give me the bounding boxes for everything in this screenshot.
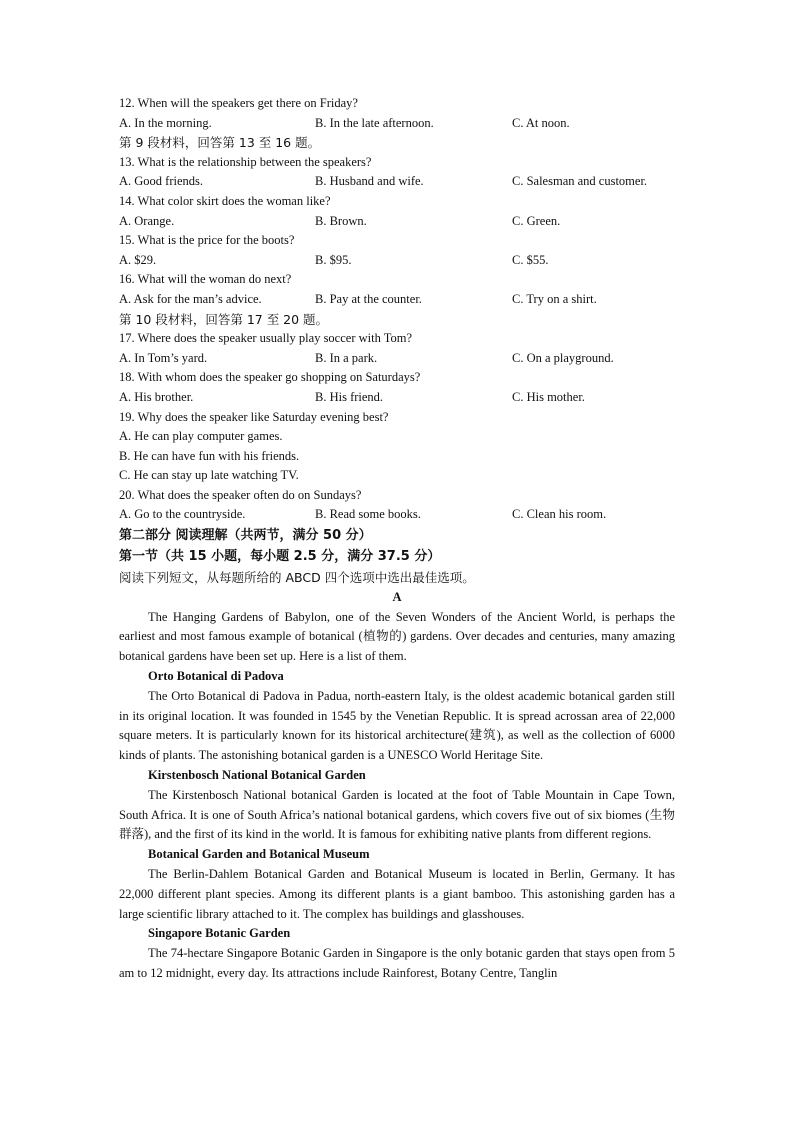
option-b: B. $95.	[315, 252, 352, 267]
reading-instruction: 阅读下列短文，从每题所给的 ABCD 四个选项中选出最佳选项。	[119, 570, 475, 586]
question-20: 20. What does the speaker often do on Sundays?	[119, 487, 362, 502]
question-15: 15. What is the price for the boots?	[119, 233, 295, 248]
options-16	[119, 290, 675, 310]
option-a: A. Ask for the man’s advice.	[119, 291, 262, 306]
option-a: A. Good friends.	[119, 174, 204, 189]
passage-intro: The Hanging Gardens of Babylon, one of the Seven Wonders of the Ancient World, is perhaps the earliest and most famous example of botanical (植物的) gardens. Over decades and centuries, many amazing botanical gardens have been set up. Here is a list of them.	[119, 609, 675, 664]
garden-3-title: Botanical Garden and Botanical Museum	[148, 847, 370, 862]
option-c: C. At noon.	[512, 115, 570, 130]
option-b: B. Brown.	[315, 213, 367, 228]
option-a: A. In Tom’s yard.	[119, 350, 208, 365]
section-10-instruction: 第 10 段材料，回答第 17 至 20 题。	[119, 311, 329, 327]
option-a: A. His brother.	[119, 389, 194, 404]
options-15	[119, 251, 675, 271]
options-12	[119, 114, 675, 134]
option-a: A. In the morning.	[119, 115, 212, 130]
option-c: C. He can stay up late watching TV.	[119, 468, 299, 483]
question-16: 16. What will the woman do next?	[119, 272, 292, 287]
passage-label: A	[392, 590, 402, 605]
option-c: C. On a playground.	[512, 350, 614, 365]
question-17: 17. Where does the speaker usually play soccer with Tom?	[119, 331, 413, 346]
exam-page	[119, 94, 675, 984]
garden-2-title: Kirstenbosch National Botanical Garden	[148, 768, 366, 783]
question-14: 14. What color skirt does the woman like?	[119, 193, 331, 208]
garden-1-text: The Orto Botanical di Padova in Padua, north-eastern Italy, is the oldest academic botanical garden still in its original location. It was founded in 1545 by the Venetian Republic. It is spread acrossan area of 22,000 square meters. It is particularly known for its historical architecture(建筑), as well as the collection of 6000 kinds of plants. The astonishing botanical garden is a UNESCO World Heritage Site.	[119, 688, 675, 763]
option-c: C. Try on a shirt.	[512, 291, 597, 306]
option-a: A. $29.	[119, 252, 157, 267]
option-b: B. In the late afternoon.	[315, 115, 434, 130]
garden-3-text: The Berlin-Dahlem Botanical Garden and Botanical Museum is located in Berlin, Germany. It has 22,000 different plant species. Among its different plants is a giant bamboo. This astonishing garden has a large scientific library attached to it. The complex has buildings and glasshouses.	[119, 867, 675, 921]
part-two-title: 第二部分 阅读理解（共两节，满分 50 分）	[119, 528, 372, 544]
options-17	[119, 349, 675, 369]
garden-1-title: Orto Botanical di Padova	[148, 669, 284, 684]
option-c: C. $55.	[512, 252, 549, 267]
option-b: B. Read some books.	[315, 507, 421, 522]
garden-4-text: The 74-hectare Singapore Botanic Garden in Singapore is the only botanic garden that stays open from 5 am to 12 midnight, every day. Its attractions include Rainforest, Botany Centre, Tanglin	[119, 946, 675, 980]
garden-4-title: Singapore Botanic Garden	[148, 926, 291, 941]
option-b: B. He can have fun with his friends.	[119, 448, 300, 463]
garden-2-text: The Kirstenbosch National botanical Garden is located at the foot of Table Mountain in Cape Town, South Africa. It is one of South Africa’s national botanical gardens, which covers five out of six biomes (生物群落), and the first of its kind in the world. It is famous for exhibiting native plants from different regions.	[119, 787, 675, 842]
options-20	[119, 505, 675, 525]
option-b: B. Pay at the counter.	[315, 291, 422, 306]
question-13: 13. What is the relationship between the speakers?	[119, 154, 372, 169]
option-b: B. Husband and wife.	[315, 174, 424, 189]
option-c: C. Clean his room.	[512, 507, 607, 522]
question-19: 19. Why does the speaker like Saturday evening best?	[119, 409, 389, 424]
option-a: A. He can play computer games.	[119, 429, 283, 444]
question-18: 18. With whom does the speaker go shopping on Saturdays?	[119, 370, 421, 385]
option-c: C. Salesman and customer.	[512, 174, 648, 189]
option-a: A. Go to the countryside.	[119, 507, 246, 522]
question-12: 12. When will the speakers get there on Friday?	[119, 96, 358, 110]
option-b: B. In a park.	[315, 350, 378, 365]
options-14	[119, 212, 675, 232]
section-one-title: 第一节（共 15 小题，每小题 2.5 分，满分 37.5 分）	[119, 549, 441, 565]
options-13	[119, 172, 675, 192]
options-18	[119, 388, 675, 408]
section-9-instruction: 第 9 段材料，回答第 13 至 16 题。	[119, 135, 321, 151]
option-a: A. Orange.	[119, 213, 175, 228]
option-c: C. His mother.	[512, 389, 585, 404]
option-b: B. His friend.	[315, 389, 384, 404]
option-c: C. Green.	[512, 213, 561, 228]
